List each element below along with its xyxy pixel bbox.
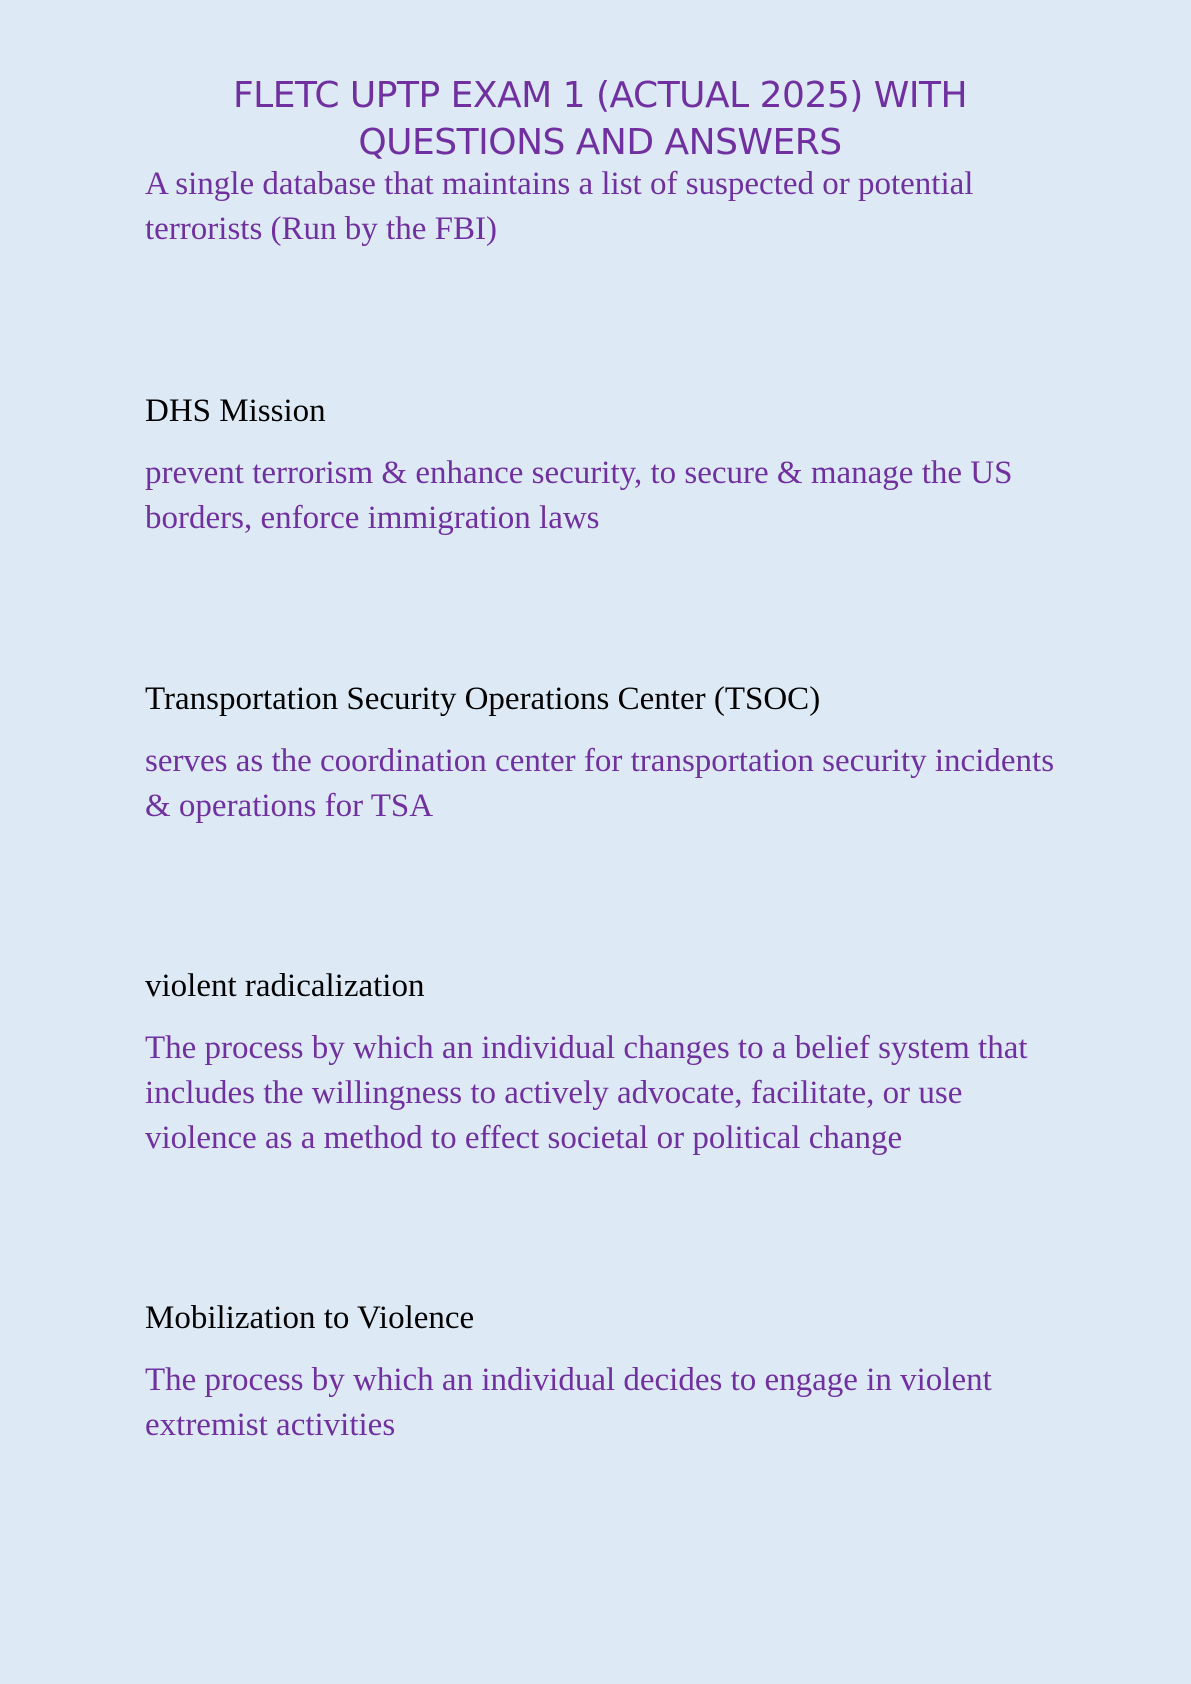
title-line-1: FLETC UPTP EXAM 1 (ACTUAL 2025) WITH <box>232 75 968 116</box>
answer-text: The process by which an individual changes to a belief system that includes the willingness to actively advocate, facilitate, or use violence as a method to effect societal or political change <box>145 1030 1028 1156</box>
question-text: violent radicalization <box>145 968 425 1004</box>
answer-text: The process by which an individual decides to engage in violent extremist activities <box>145 1362 992 1443</box>
question-text: DHS Mission <box>145 393 326 429</box>
document-title <box>150 72 1050 166</box>
answer-text: serves as the coordination center for transportation security incidents & operations for TSA <box>145 743 1055 824</box>
answer-text: prevent terrorism & enhance security, to secure & manage the US borders, enforce immigration laws <box>145 455 1013 536</box>
title-line-2: QUESTIONS AND ANSWERS <box>358 122 842 163</box>
answer-text: A single database that maintains a list of suspected or potential terrorists (Run by the FBI) <box>145 166 974 247</box>
question-text: Transportation Security Operations Center (TSOC) <box>145 681 821 717</box>
question-text: Mobilization to Violence <box>145 1300 475 1336</box>
